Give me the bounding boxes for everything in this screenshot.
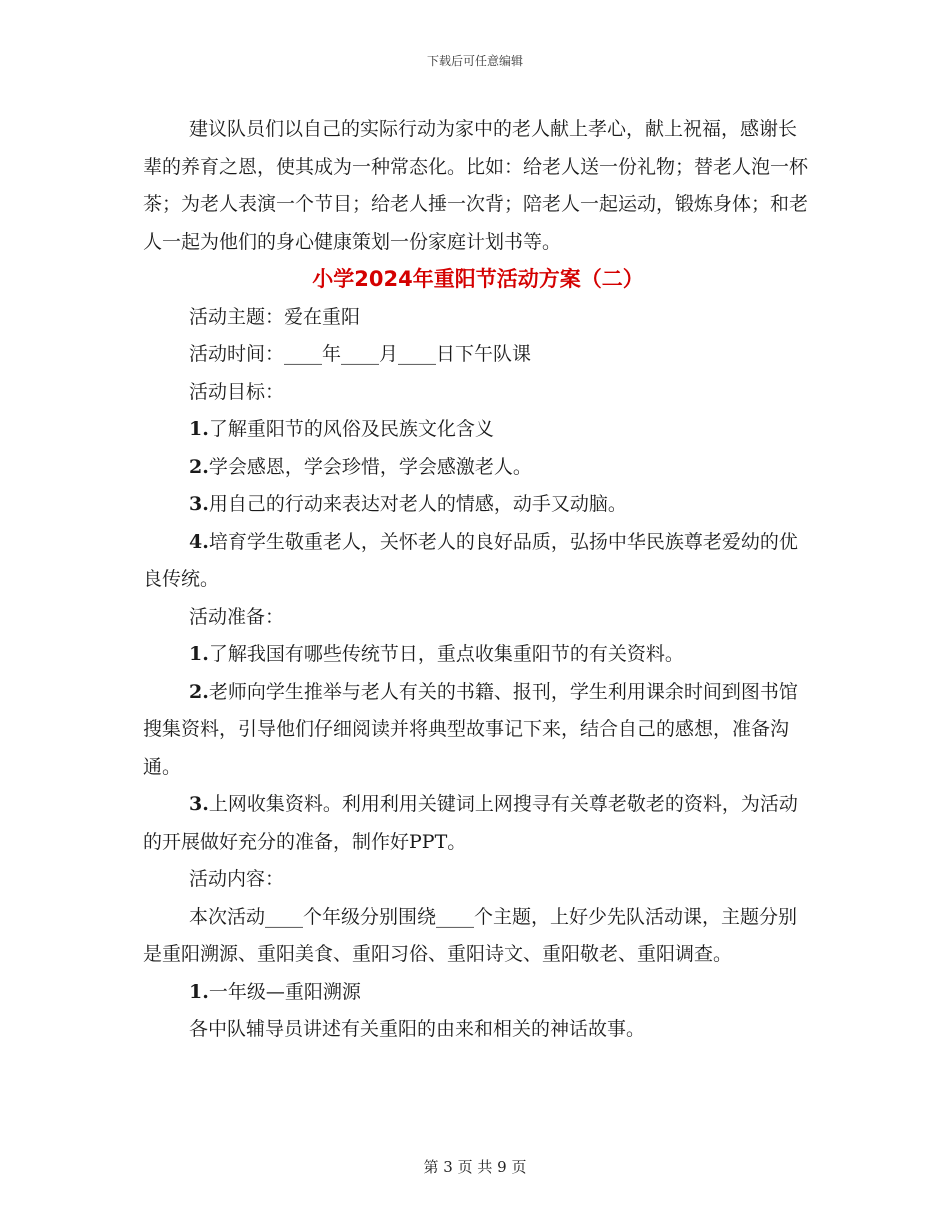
goal-item-3 bbox=[143, 486, 813, 524]
list-text: 一年级—重阳溯源 bbox=[208, 980, 361, 1003]
goal-item-4 bbox=[143, 524, 813, 599]
content-paragraph: 本次活动____个年级分别围绕____个主题，上好少先队活动课，主题分别是重阳溯源、重阳美食、重阳习俗、重阳诗文、重阳敬老、重阳调查。 bbox=[143, 905, 798, 965]
list-number: 2. bbox=[189, 455, 209, 478]
list-text: 了解我国有哪些传统节日，重点收集重阳节的有关资料。 bbox=[208, 643, 684, 665]
page-footer: 第 3 页 共 9 页 bbox=[423, 1158, 527, 1176]
grade1-item bbox=[143, 974, 813, 1012]
section-title: 小学2024年重阳节活动方案（二） bbox=[312, 267, 644, 291]
list-text: 老师向学生推举与老人有关的书籍、报刊，学生利用课余时间到图书馆搜集资料，引导他们仔细阅读并将典型故事记下来，结合自己的感想，准备沟通。 bbox=[143, 680, 798, 778]
activity-time: 活动时间：____年____月____日下午队课 bbox=[189, 343, 532, 365]
goal-item-1 bbox=[143, 411, 813, 449]
goals-heading: 活动目标： bbox=[189, 380, 285, 403]
page-header: 下载后可任意编辑 bbox=[426, 54, 523, 68]
content-heading: 活动内容： bbox=[189, 868, 285, 890]
list-number: 2. bbox=[189, 680, 209, 703]
list-text: 上网收集资料。利用利用关键词上网搜寻有关尊老敬老的资料，为活动的开展做好充分的准备，制作好PPT。 bbox=[143, 793, 798, 853]
activity-theme: 活动主题：爱在重阳 bbox=[189, 305, 361, 328]
list-text: 培育学生敬重老人，关怀老人的良好品质，弘扬中华民族尊老爱幼的优良传统。 bbox=[143, 530, 798, 590]
prep-item-1 bbox=[143, 636, 813, 674]
list-number: 3. bbox=[189, 793, 209, 815]
list-text: 了解重阳节的风俗及民族文化含义 bbox=[208, 418, 494, 440]
goal-item-2 bbox=[143, 449, 813, 487]
prep-heading: 活动准备： bbox=[189, 605, 285, 628]
grade1-description: 各中队辅导员讲述有关重阳的由来和相关的神话故事。 bbox=[189, 1018, 646, 1040]
prep-item-3 bbox=[143, 786, 813, 861]
list-text: 学会感恩，学会珍惜，学会感激老人。 bbox=[208, 455, 532, 478]
list-number: 4. bbox=[189, 530, 209, 553]
list-text: 用自己的行动来表达对老人的情感，动手又动脑。 bbox=[208, 493, 627, 515]
list-number: 1. bbox=[189, 643, 209, 665]
document-body bbox=[143, 111, 813, 1049]
list-number: 3. bbox=[189, 493, 209, 515]
prep-item-2 bbox=[143, 674, 813, 787]
list-number: 1. bbox=[189, 418, 209, 440]
intro-paragraph: 建议队员们以自己的实际行动为家中的老人献上孝心，献上祝福，感谢长辈的养育之恩，使其成为一种常态化。比如：给老人送一份礼物；替老人泡一杯茶；为老人表演一个节目；给老人捶一次背；陪老人一起运动，锻炼身体；和老人一起为他们的身心健康策划一份家庭计划书等。 bbox=[143, 118, 809, 253]
list-number: 1. bbox=[189, 980, 209, 1003]
